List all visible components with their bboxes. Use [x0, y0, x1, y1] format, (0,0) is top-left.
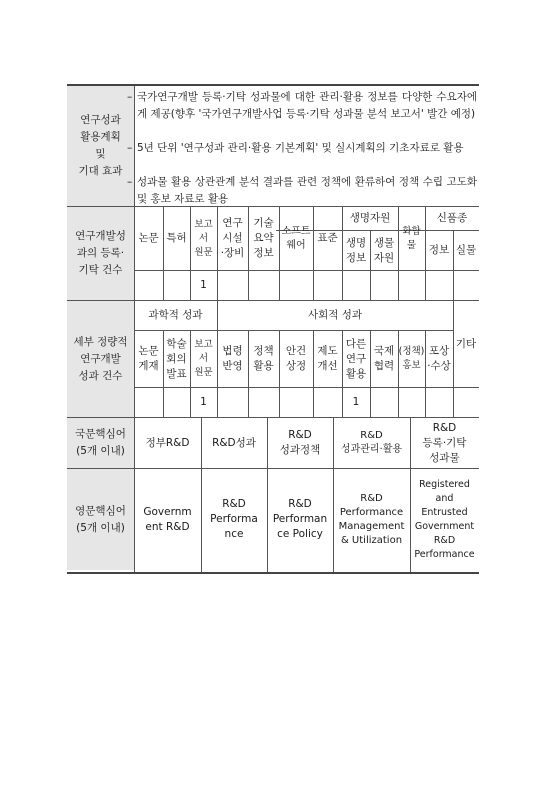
reg-header: 소프트 웨어 — [281, 225, 311, 251]
english-keywords-label: 영문핵심어 (5개 이내) — [75, 504, 126, 534]
bio-resource-group-header: 생명자원 — [349, 212, 391, 224]
english-keyword: R&D Performan ce Policy — [272, 498, 328, 540]
reg-header: 생명 정보 — [345, 236, 367, 264]
quant-header: 다른 연구 활용 — [345, 337, 367, 380]
quant-value-other-research: 1 — [352, 396, 360, 408]
science-group-header: 과학적 성과 — [148, 309, 203, 321]
quant-header: 학술 회의 발표 — [166, 337, 187, 380]
quant-header: 제도 개선 — [317, 345, 338, 372]
reg-header: 표준 — [317, 232, 338, 244]
quant-header: 안건 상정 — [285, 345, 307, 372]
registration-label: 연구개발성 과의 등록· 기탁 건수 — [75, 230, 126, 276]
korean-keyword: R&D 성과관리·활용 — [340, 430, 403, 455]
quantitative-label: 세부 정량적 연구개발 성과 건수 — [73, 335, 128, 382]
quant-value-report: 1 — [200, 396, 207, 408]
other-header: 기타 — [455, 337, 477, 350]
row-divider — [134, 387, 479, 388]
english-keyword: Registered and Entrusted Government R&D Performance — [414, 478, 475, 560]
quant-header: 국제 협력 — [373, 345, 395, 372]
effect-bullet: – 5년 단위 '연구성과 관리·활용 기본계획' 및 실시계획의 기초자료로 활용 — [127, 142, 464, 154]
social-group-header: 사회적 성과 — [307, 309, 363, 321]
effect-bullet: – 성과물 활용 상관관계 분석 결과를 관련 정책에 환류하여 정책 수립 고도화 및 홍보 자료로 활용 — [127, 176, 477, 205]
new-variety-group-header: 신품종 — [436, 212, 468, 224]
korean-keywords-label: 국문핵심어 (5개 이내) — [75, 428, 126, 457]
reg-header: 보고서 원문 — [194, 218, 213, 258]
reg-header: 특허 — [166, 232, 187, 244]
quant-header: 포상 ·수상 — [427, 345, 451, 372]
korean-keyword: 정부R&D — [145, 436, 190, 449]
compound-header: 화합물 — [402, 225, 421, 251]
reg-header: 기술 요약 정보 — [253, 217, 274, 259]
reg-header: 연구 시설 ·장비 — [220, 217, 245, 259]
quant-header: (정책) 홍보 — [398, 346, 425, 371]
korean-keyword: R&D성과 — [212, 436, 256, 449]
english-keyword: Governm ent R&D — [143, 505, 192, 533]
effect-bullet: – 국가연구개발 등록·기탁 성과물에 대한 관리·활용 정보를 다양한 수요자에게 제공(향후 '국가연구개발사업 등록·기탁 성과물 분석 보고서' 발간 예정) — [127, 91, 477, 120]
english-keyword: R&D Performa nce — [210, 498, 258, 540]
korean-keyword: R&D 성과정책 — [279, 429, 321, 456]
reg-header: 논문 — [138, 232, 159, 244]
row-divider — [134, 270, 479, 271]
reg-header: 생물 자원 — [373, 236, 395, 264]
reg-header: 정보 — [428, 244, 450, 256]
quant-header: 법령 반영 — [222, 345, 243, 372]
quant-header: 정책 활용 — [253, 345, 274, 372]
quant-header: 보고서 원문 — [194, 339, 213, 378]
reg-value-report: 1 — [200, 279, 207, 291]
english-keyword: R&D Performance Management & Utilization — [338, 492, 405, 546]
quant-header: 논문 게재 — [138, 345, 159, 372]
research-outcome-table — [67, 84, 479, 574]
reg-header: 실물 — [455, 244, 477, 256]
korean-keyword: R&D 등록·기탁 성과물 — [422, 421, 467, 464]
expected-effect-label: 연구성과 활용계획 및 기대 효과 — [78, 114, 123, 177]
